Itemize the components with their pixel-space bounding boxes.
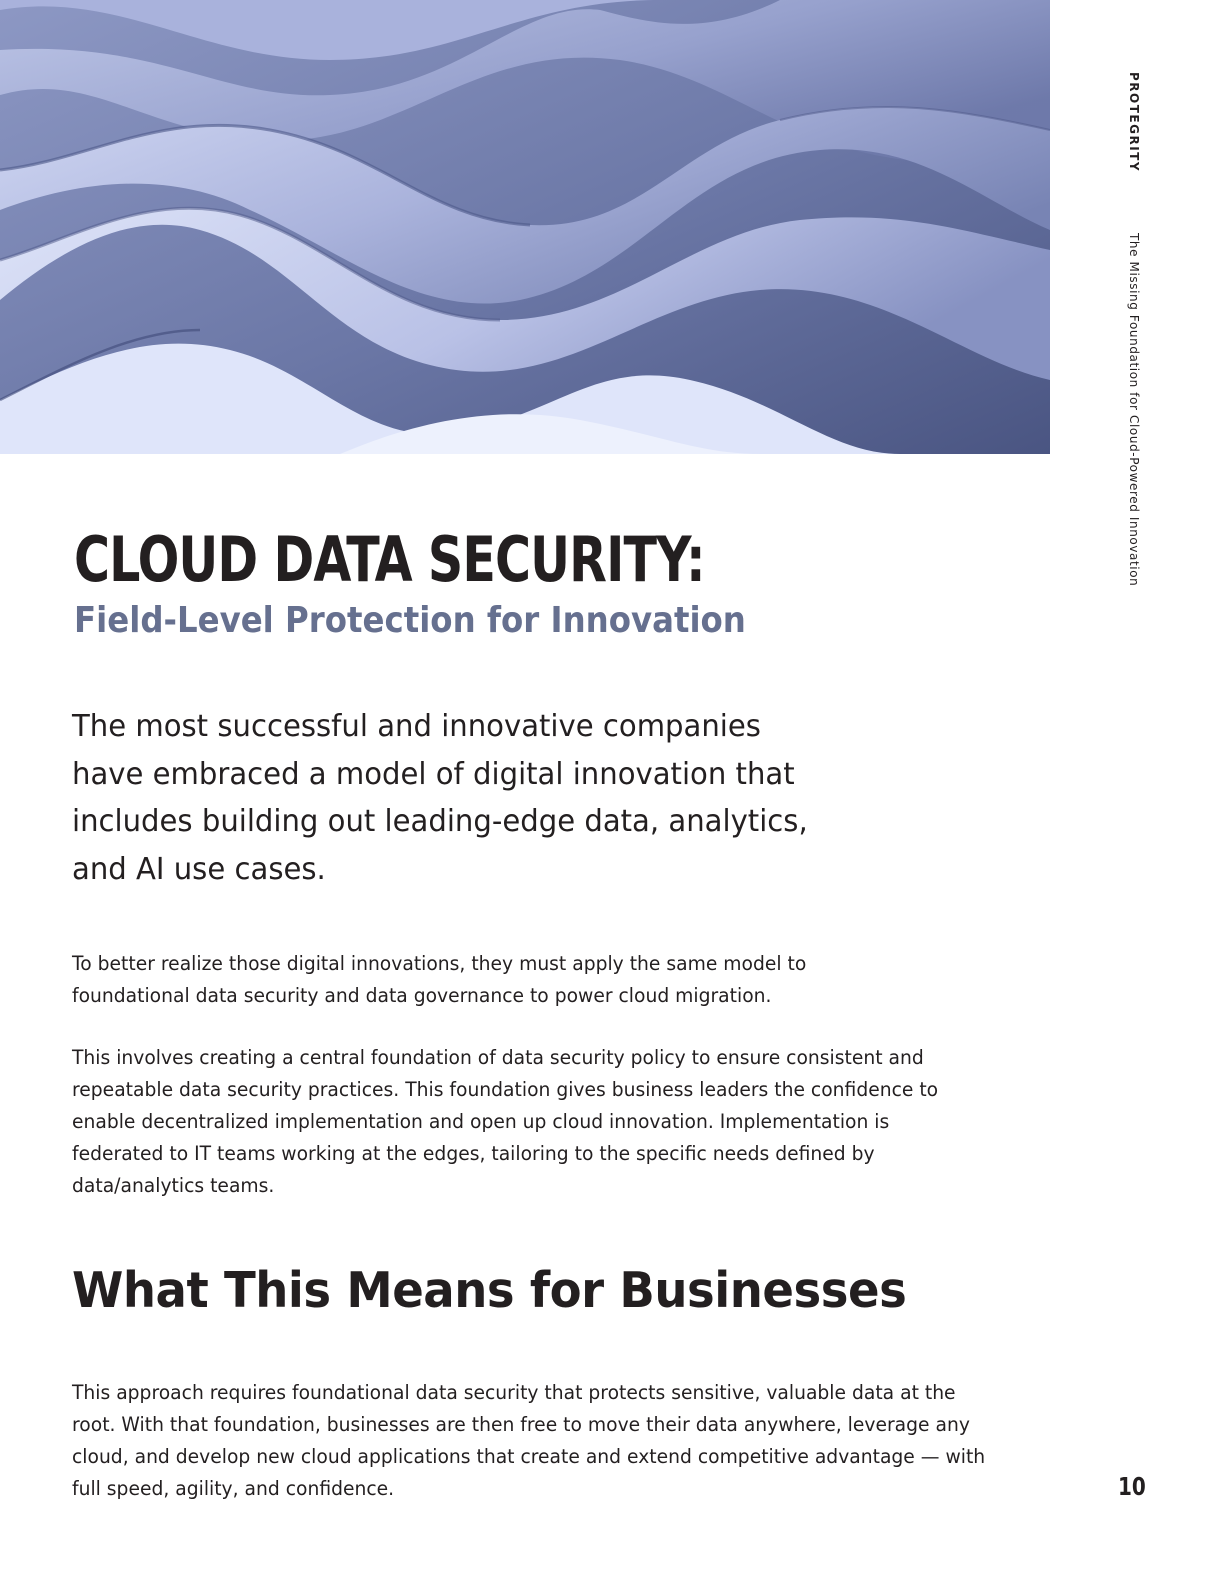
page-number: 10: [1118, 1472, 1146, 1501]
body-paragraph-3: This approach requires foundational data security that protects sensitive, valuable data at the root. With that foundation, businesses are then free to move their data anywhere, leverage any cloud, and develop new cloud applications that create and extend competitive advantage — with full speed, agility, and confidence.: [72, 1381, 986, 1500]
abstract-wave-image: [0, 0, 1050, 454]
brand-logo-text: PROTEGRITY: [1127, 72, 1141, 173]
section-heading: What This Means for Businesses: [72, 1262, 907, 1319]
body-paragraph-1: To better realize those digital innovations, they must apply the same model to foundational data security and data governance to power cloud migration.: [72, 952, 807, 1007]
document-title: The Missing Foundation for Cloud-Powered Innovation: [1127, 233, 1141, 587]
lead-line: The most successful and innovative companies: [72, 709, 761, 744]
lead-line: includes building out leading-edge data, analytics,: [72, 804, 808, 839]
body-paragraph-2: This involves creating a central foundation of data security policy to ensure consistent and repeatable data security practices. This foundation gives business leaders the confidence to enable decentralized implementation and open up cloud innovation. Implementation is federated to IT teams working at the edges, tailoring to the specific needs defined by data/analytics teams.: [72, 1046, 939, 1197]
lead-line: and AI use cases.: [72, 851, 326, 887]
lead-paragraph: [72, 703, 867, 893]
page-title: CLOUD DATA SECURITY:: [74, 523, 705, 596]
page-subtitle: Field-Level Protection for Innovation: [74, 600, 746, 641]
hero-image: [0, 0, 1050, 454]
lead-line: have embraced a model of digital innovation that: [72, 756, 795, 792]
